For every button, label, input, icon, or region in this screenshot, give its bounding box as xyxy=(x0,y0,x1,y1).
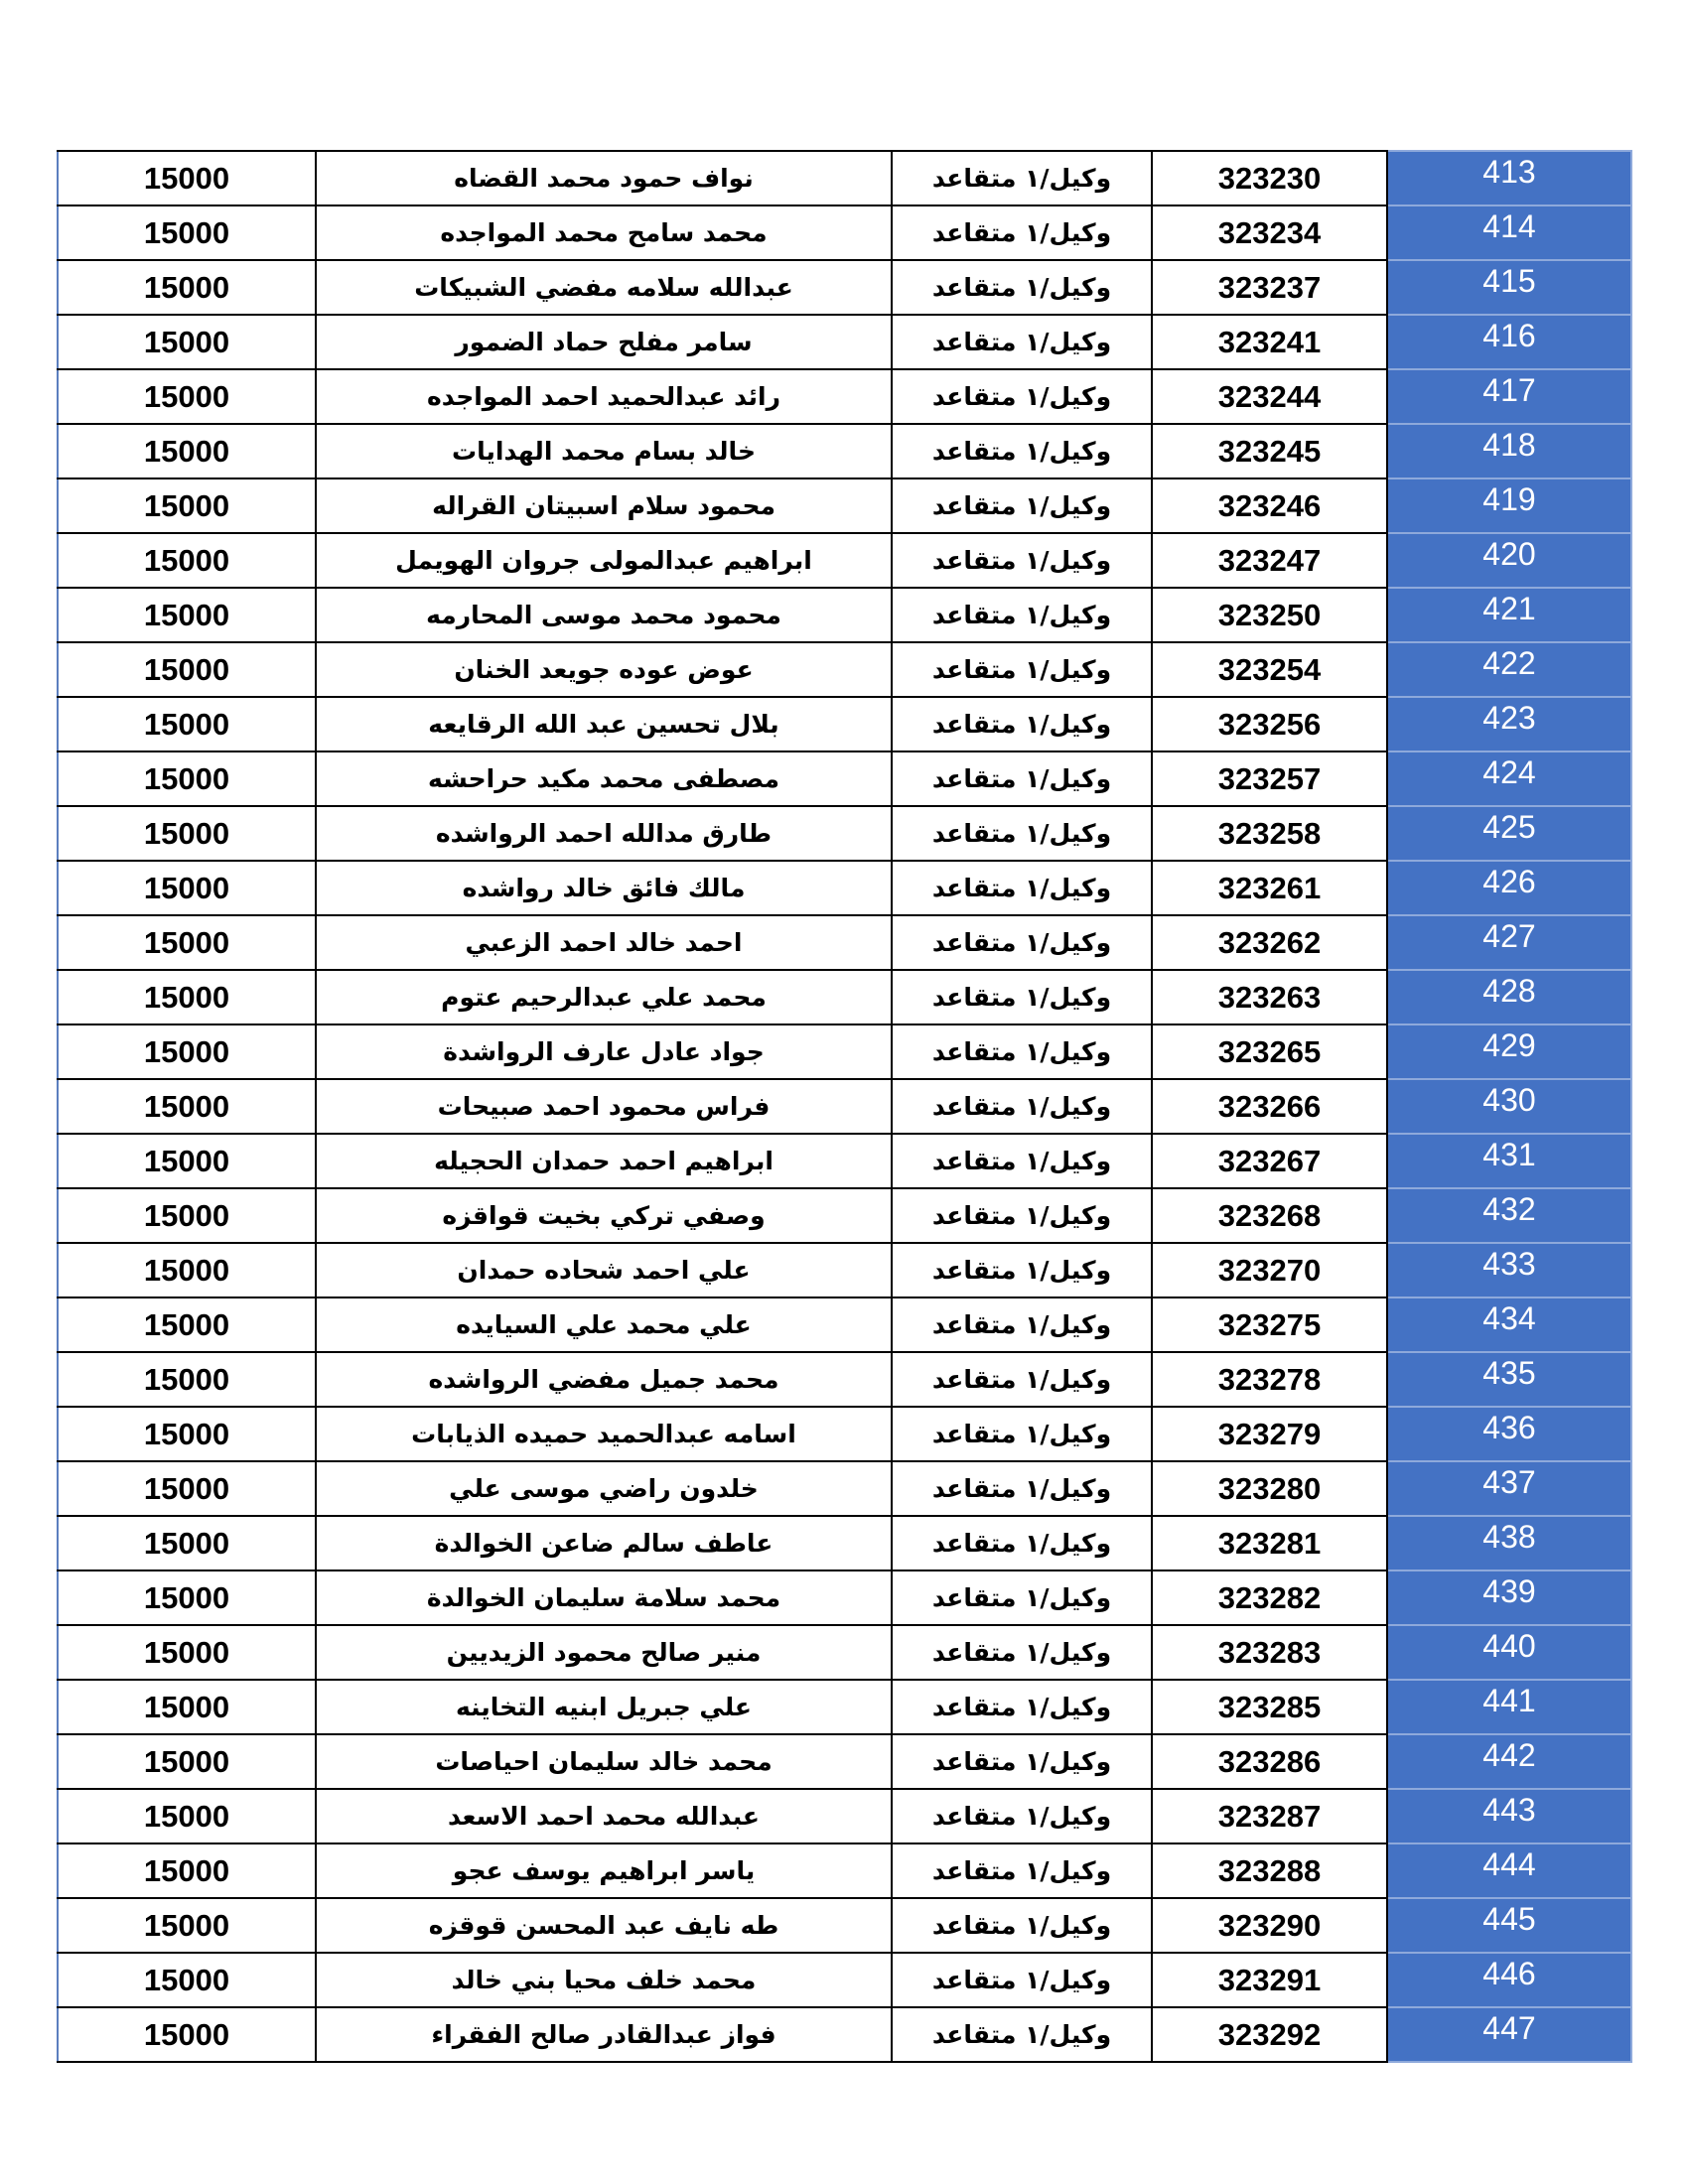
sequence-number-cell: 427 xyxy=(1387,915,1631,970)
amount-cell: 15000 xyxy=(58,315,316,369)
name-cell: طه نايف عبد المحسن قوقزه xyxy=(316,1898,892,1953)
rank-cell: وكيل/١ متقاعد xyxy=(892,424,1152,478)
name-cell: اسامه عبدالحميد حميده الذيابات xyxy=(316,1407,892,1461)
table-row xyxy=(58,1134,1631,1188)
table-row xyxy=(58,1734,1631,1789)
id-number-cell: 323287 xyxy=(1152,1789,1387,1843)
table-row xyxy=(58,478,1631,533)
name-cell: سامر مفلح حماد الضمور xyxy=(316,315,892,369)
amount-cell: 15000 xyxy=(58,642,316,697)
name-cell: عبدالله سلامه مفضي الشبيكات xyxy=(316,260,892,315)
amount-cell: 15000 xyxy=(58,1625,316,1680)
sequence-number-cell: 413 xyxy=(1387,151,1631,205)
amount-cell: 15000 xyxy=(58,588,316,642)
amount-cell: 15000 xyxy=(58,1789,316,1843)
rank-cell: وكيل/١ متقاعد xyxy=(892,1461,1152,1516)
name-cell: طارق مدالله احمد الرواشده xyxy=(316,806,892,861)
name-cell: علي محمد علي السيايده xyxy=(316,1297,892,1352)
sequence-number-cell: 434 xyxy=(1387,1297,1631,1352)
id-number-cell: 323267 xyxy=(1152,1134,1387,1188)
rank-cell: وكيل/١ متقاعد xyxy=(892,369,1152,424)
name-cell: محمد علي عبدالرحيم عتوم xyxy=(316,970,892,1024)
id-number-cell: 323286 xyxy=(1152,1734,1387,1789)
rank-cell: وكيل/١ متقاعد xyxy=(892,1243,1152,1297)
name-cell: علي احمد شحاده حمدان xyxy=(316,1243,892,1297)
name-cell: منير صالح محمود الزيديين xyxy=(316,1625,892,1680)
rank-cell: وكيل/١ متقاعد xyxy=(892,1789,1152,1843)
retirees-table xyxy=(57,150,1632,2063)
name-cell: محمد خلف محيا بني خالد xyxy=(316,1953,892,2007)
amount-cell: 15000 xyxy=(58,478,316,533)
name-cell: خلدون راضي موسى علي xyxy=(316,1461,892,1516)
id-number-cell: 323280 xyxy=(1152,1461,1387,1516)
sequence-number-cell: 443 xyxy=(1387,1789,1631,1843)
amount-cell: 15000 xyxy=(58,151,316,205)
id-number-cell: 323234 xyxy=(1152,205,1387,260)
table-row xyxy=(58,1188,1631,1243)
table-row xyxy=(58,1625,1631,1680)
name-cell: نواف حمود محمد القضاه xyxy=(316,151,892,205)
name-cell: ياسر ابراهيم يوسف عجو xyxy=(316,1843,892,1898)
amount-cell: 15000 xyxy=(58,1953,316,2007)
id-number-cell: 323241 xyxy=(1152,315,1387,369)
id-number-cell: 323247 xyxy=(1152,533,1387,588)
amount-cell: 15000 xyxy=(58,2007,316,2062)
rank-cell: وكيل/١ متقاعد xyxy=(892,2007,1152,2062)
id-number-cell: 323256 xyxy=(1152,697,1387,751)
name-cell: ابراهيم احمد حمدان الحجيله xyxy=(316,1134,892,1188)
rank-cell: وكيل/١ متقاعد xyxy=(892,915,1152,970)
table-row xyxy=(58,260,1631,315)
table-row xyxy=(58,2007,1631,2062)
table-row xyxy=(58,1079,1631,1134)
amount-cell: 15000 xyxy=(58,1570,316,1625)
table-row xyxy=(58,861,1631,915)
name-cell: محمد سامح محمد المواجده xyxy=(316,205,892,260)
id-number-cell: 323263 xyxy=(1152,970,1387,1024)
rank-cell: وكيل/١ متقاعد xyxy=(892,1352,1152,1407)
id-number-cell: 323254 xyxy=(1152,642,1387,697)
table-row xyxy=(58,697,1631,751)
amount-cell: 15000 xyxy=(58,1734,316,1789)
name-cell: بلال تحسين عبد الله الرقايعه xyxy=(316,697,892,751)
rank-cell: وكيل/١ متقاعد xyxy=(892,588,1152,642)
sequence-number-cell: 416 xyxy=(1387,315,1631,369)
sequence-number-cell: 436 xyxy=(1387,1407,1631,1461)
rank-cell: وكيل/١ متقاعد xyxy=(892,1953,1152,2007)
rank-cell: وكيل/١ متقاعد xyxy=(892,1516,1152,1570)
amount-cell: 15000 xyxy=(58,915,316,970)
table-row xyxy=(58,1243,1631,1297)
id-number-cell: 323285 xyxy=(1152,1680,1387,1734)
id-number-cell: 323237 xyxy=(1152,260,1387,315)
id-number-cell: 323261 xyxy=(1152,861,1387,915)
id-number-cell: 323292 xyxy=(1152,2007,1387,2062)
amount-cell: 15000 xyxy=(58,1134,316,1188)
sequence-number-cell: 438 xyxy=(1387,1516,1631,1570)
name-cell: مالك فائق خالد رواشده xyxy=(316,861,892,915)
rank-cell: وكيل/١ متقاعد xyxy=(892,1134,1152,1188)
id-number-cell: 323268 xyxy=(1152,1188,1387,1243)
sequence-number-cell: 431 xyxy=(1387,1134,1631,1188)
name-cell: رائد عبدالحميد احمد المواجده xyxy=(316,369,892,424)
table-row xyxy=(58,1461,1631,1516)
rank-cell: وكيل/١ متقاعد xyxy=(892,970,1152,1024)
id-number-cell: 323250 xyxy=(1152,588,1387,642)
sequence-number-cell: 426 xyxy=(1387,861,1631,915)
id-number-cell: 323245 xyxy=(1152,424,1387,478)
rank-cell: وكيل/١ متقاعد xyxy=(892,1898,1152,1953)
name-cell: احمد خالد احمد الزعبي xyxy=(316,915,892,970)
id-number-cell: 323282 xyxy=(1152,1570,1387,1625)
sequence-number-cell: 417 xyxy=(1387,369,1631,424)
name-cell: خالد بسام محمد الهدايات xyxy=(316,424,892,478)
id-number-cell: 323281 xyxy=(1152,1516,1387,1570)
rank-cell: وكيل/١ متقاعد xyxy=(892,478,1152,533)
id-number-cell: 323291 xyxy=(1152,1953,1387,2007)
table-row xyxy=(58,1953,1631,2007)
sequence-number-cell: 414 xyxy=(1387,205,1631,260)
rank-cell: وكيل/١ متقاعد xyxy=(892,697,1152,751)
table-row xyxy=(58,970,1631,1024)
rank-cell: وكيل/١ متقاعد xyxy=(892,1843,1152,1898)
id-number-cell: 323275 xyxy=(1152,1297,1387,1352)
id-number-cell: 323279 xyxy=(1152,1407,1387,1461)
retirees-table-body xyxy=(58,151,1631,2062)
table-row xyxy=(58,205,1631,260)
name-cell: مصطفى محمد مكيد حراحشه xyxy=(316,751,892,806)
amount-cell: 15000 xyxy=(58,1243,316,1297)
name-cell: محمود محمد موسى المحارمه xyxy=(316,588,892,642)
name-cell: عبدالله محمد احمد الاسعد xyxy=(316,1789,892,1843)
rank-cell: وكيل/١ متقاعد xyxy=(892,260,1152,315)
sequence-number-cell: 437 xyxy=(1387,1461,1631,1516)
amount-cell: 15000 xyxy=(58,1079,316,1134)
table-row xyxy=(58,1024,1631,1079)
name-cell: وصفي تركي بخيت قواقزه xyxy=(316,1188,892,1243)
sequence-number-cell: 418 xyxy=(1387,424,1631,478)
amount-cell: 15000 xyxy=(58,1898,316,1953)
rank-cell: وكيل/١ متقاعد xyxy=(892,533,1152,588)
sequence-number-cell: 424 xyxy=(1387,751,1631,806)
amount-cell: 15000 xyxy=(58,424,316,478)
table-row xyxy=(58,151,1631,205)
id-number-cell: 323288 xyxy=(1152,1843,1387,1898)
table-row xyxy=(58,315,1631,369)
table-row xyxy=(58,1898,1631,1953)
sequence-number-cell: 420 xyxy=(1387,533,1631,588)
amount-cell: 15000 xyxy=(58,1680,316,1734)
sequence-number-cell: 433 xyxy=(1387,1243,1631,1297)
id-number-cell: 323270 xyxy=(1152,1243,1387,1297)
amount-cell: 15000 xyxy=(58,751,316,806)
sequence-number-cell: 419 xyxy=(1387,478,1631,533)
amount-cell: 15000 xyxy=(58,1843,316,1898)
sequence-number-cell: 432 xyxy=(1387,1188,1631,1243)
amount-cell: 15000 xyxy=(58,861,316,915)
sequence-number-cell: 415 xyxy=(1387,260,1631,315)
id-number-cell: 323283 xyxy=(1152,1625,1387,1680)
name-cell: ابراهيم عبدالمولى جروان الهويمل xyxy=(316,533,892,588)
rank-cell: وكيل/١ متقاعد xyxy=(892,861,1152,915)
id-number-cell: 323257 xyxy=(1152,751,1387,806)
table-row xyxy=(58,642,1631,697)
rank-cell: وكيل/١ متقاعد xyxy=(892,806,1152,861)
sequence-number-cell: 435 xyxy=(1387,1352,1631,1407)
rank-cell: وكيل/١ متقاعد xyxy=(892,315,1152,369)
amount-cell: 15000 xyxy=(58,806,316,861)
table-row xyxy=(58,369,1631,424)
sequence-number-cell: 444 xyxy=(1387,1843,1631,1898)
table-row xyxy=(58,915,1631,970)
table-row xyxy=(58,751,1631,806)
sequence-number-cell: 447 xyxy=(1387,2007,1631,2062)
amount-cell: 15000 xyxy=(58,1024,316,1079)
amount-cell: 15000 xyxy=(58,970,316,1024)
name-cell: عاطف سالم ضاعن الخوالدة xyxy=(316,1516,892,1570)
name-cell: عوض عوده جويعد الخنان xyxy=(316,642,892,697)
rank-cell: وكيل/١ متقاعد xyxy=(892,151,1152,205)
table-row xyxy=(58,1297,1631,1352)
table-row xyxy=(58,533,1631,588)
sequence-number-cell: 425 xyxy=(1387,806,1631,861)
table-row xyxy=(58,424,1631,478)
amount-cell: 15000 xyxy=(58,533,316,588)
sequence-number-cell: 441 xyxy=(1387,1680,1631,1734)
amount-cell: 15000 xyxy=(58,205,316,260)
table-row xyxy=(58,1407,1631,1461)
id-number-cell: 323258 xyxy=(1152,806,1387,861)
table-row xyxy=(58,588,1631,642)
id-number-cell: 323278 xyxy=(1152,1352,1387,1407)
id-number-cell: 323230 xyxy=(1152,151,1387,205)
amount-cell: 15000 xyxy=(58,1516,316,1570)
table-row xyxy=(58,1843,1631,1898)
name-cell: جواد عادل عارف الرواشدة xyxy=(316,1024,892,1079)
id-number-cell: 323290 xyxy=(1152,1898,1387,1953)
rank-cell: وكيل/١ متقاعد xyxy=(892,205,1152,260)
sequence-number-cell: 421 xyxy=(1387,588,1631,642)
sequence-number-cell: 422 xyxy=(1387,642,1631,697)
table-row xyxy=(58,1680,1631,1734)
id-number-cell: 323244 xyxy=(1152,369,1387,424)
name-cell: محمد خالد سليمان احياصات xyxy=(316,1734,892,1789)
amount-cell: 15000 xyxy=(58,1461,316,1516)
table-row xyxy=(58,1789,1631,1843)
table-row xyxy=(58,806,1631,861)
rank-cell: وكيل/١ متقاعد xyxy=(892,1625,1152,1680)
rank-cell: وكيل/١ متقاعد xyxy=(892,1734,1152,1789)
rank-cell: وكيل/١ متقاعد xyxy=(892,751,1152,806)
sequence-number-cell: 430 xyxy=(1387,1079,1631,1134)
rank-cell: وكيل/١ متقاعد xyxy=(892,1297,1152,1352)
sequence-number-cell: 439 xyxy=(1387,1570,1631,1625)
rank-cell: وكيل/١ متقاعد xyxy=(892,1188,1152,1243)
amount-cell: 15000 xyxy=(58,260,316,315)
amount-cell: 15000 xyxy=(58,1352,316,1407)
rank-cell: وكيل/١ متقاعد xyxy=(892,1680,1152,1734)
amount-cell: 15000 xyxy=(58,369,316,424)
table-row xyxy=(58,1352,1631,1407)
table-row xyxy=(58,1570,1631,1625)
sequence-number-cell: 423 xyxy=(1387,697,1631,751)
amount-cell: 15000 xyxy=(58,697,316,751)
id-number-cell: 323246 xyxy=(1152,478,1387,533)
amount-cell: 15000 xyxy=(58,1297,316,1352)
sequence-number-cell: 428 xyxy=(1387,970,1631,1024)
rank-cell: وكيل/١ متقاعد xyxy=(892,1024,1152,1079)
rank-cell: وكيل/١ متقاعد xyxy=(892,1570,1152,1625)
amount-cell: 15000 xyxy=(58,1407,316,1461)
name-cell: محمد جميل مفضي الرواشده xyxy=(316,1352,892,1407)
name-cell: محمد سلامة سليمان الخوالدة xyxy=(316,1570,892,1625)
sequence-number-cell: 429 xyxy=(1387,1024,1631,1079)
name-cell: محمود سلام اسبيتان القراله xyxy=(316,478,892,533)
rank-cell: وكيل/١ متقاعد xyxy=(892,1407,1152,1461)
sequence-number-cell: 445 xyxy=(1387,1898,1631,1953)
id-number-cell: 323265 xyxy=(1152,1024,1387,1079)
sequence-number-cell: 440 xyxy=(1387,1625,1631,1680)
sequence-number-cell: 446 xyxy=(1387,1953,1631,2007)
amount-cell: 15000 xyxy=(58,1188,316,1243)
table-row xyxy=(58,1516,1631,1570)
id-number-cell: 323266 xyxy=(1152,1079,1387,1134)
id-number-cell: 323262 xyxy=(1152,915,1387,970)
name-cell: علي جبريل ابنيه التخاينه xyxy=(316,1680,892,1734)
rank-cell: وكيل/١ متقاعد xyxy=(892,642,1152,697)
sequence-number-cell: 442 xyxy=(1387,1734,1631,1789)
rank-cell: وكيل/١ متقاعد xyxy=(892,1079,1152,1134)
name-cell: فواز عبدالقادر صالح الفقراء xyxy=(316,2007,892,2062)
name-cell: فراس محمود احمد صبيحات xyxy=(316,1079,892,1134)
